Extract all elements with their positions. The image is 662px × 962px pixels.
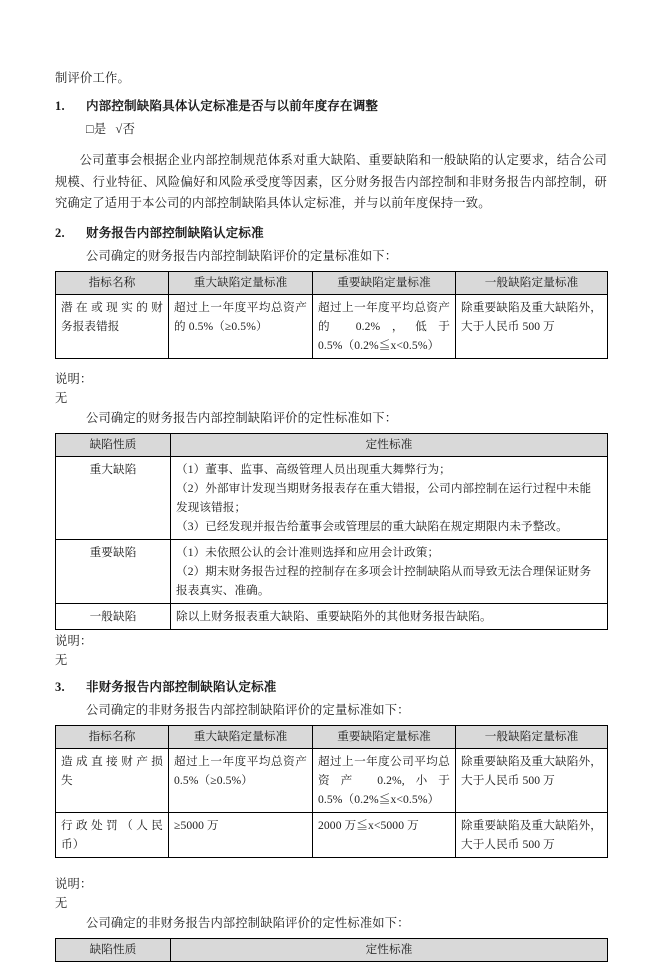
cell-criteria-general: 除以上财务报表重大缺陷、重要缺陷外的其他财务报告缺陷。 [171,603,608,629]
cell-general: 除重要缺陷及重大缺陷外，大于人民币 500 万 [456,812,608,857]
adjustment-choice-line [55,119,607,140]
nonfinancial-quant-intro: 公司确定的非财务报告内部控制缺陷评价的定量标准如下： [86,702,410,717]
section-heading-1 [55,95,607,117]
section-heading-2 [55,222,607,244]
criteria-line: （1）董事、监事、高级管理人员出现重大舞弊行为； [176,462,451,476]
table-header-row [56,938,608,961]
cell-major: 超过上一年度平均总资产 0.5%（≥0.5%） [169,748,313,812]
column-header-qualitative: 定性标准 [171,433,608,456]
column-header-qualitative: 定性标准 [171,938,608,961]
continued-text-line: 制评价工作。 [55,71,130,85]
nonfinancial-qual-intro: 公司确定的非财务报告内部控制缺陷评价的定性标准如下： [86,915,410,930]
column-header-nature: 缺陷性质 [56,433,171,456]
column-header-major: 重大缺陷定量标准 [169,725,313,748]
checkbox-option-yes[interactable]: □是 [86,122,107,136]
cell-nature-major: 重大缺陷 [56,456,171,539]
table-row [56,456,608,539]
financial-qual-note-value: 无 [55,652,68,667]
financial-qual-note-label: 说明： [55,633,93,648]
table-header-row [56,725,608,748]
financial-quantitative-table [55,271,608,359]
cell-indicator: 行 政 处 罚 （ 人 民币） [56,812,169,857]
column-header-important: 重要缺陷定量标准 [313,725,456,748]
financial-note-label: 说明： [55,371,93,386]
section-1-paragraph: 公司董事会根据企业内部控制规范体系对重大缺陷、重要缺陷和一般缺陷的认定要求，结合公司规模、行业特征、风险偏好和风险承受度等因素，区分财务报告内部控制和非财务报告内部控制，研究确定了适用于本公司的内部控制缺陷具体认定标准，并与以前年度保持一致。 [55,153,607,210]
section-title-2: 财务报告内部控制缺陷认定标准 [86,225,264,240]
section-number-1: 1. [55,99,65,113]
section-heading-3 [55,676,607,698]
cell-important: 超过上一年度公司平均总资产 0.2%,小于 0.5%（0.2%≦x<0.5%） [313,748,456,812]
cell-general: 除重要缺陷及重大缺陷外，大于人民币 500 万 [456,294,608,358]
column-header-general: 一般缺陷定量标准 [456,725,608,748]
spacer [55,359,607,370]
table-row [56,603,608,629]
column-header-major: 重大缺陷定量标准 [169,271,313,294]
table-row [56,748,608,812]
cell-criteria-important [171,539,608,603]
cell-indicator: 潜 在 或 现 实 的 财务报表错报 [56,294,169,358]
financial-note-value: 无 [55,390,68,405]
cell-nature-important: 重要缺陷 [56,539,171,603]
criteria-line: （1）未依照公认的会计准则选择和应用会计政策； [176,545,440,559]
financial-quant-intro: 公司确定的财务报告内部控制缺陷评价的定量标准如下： [86,248,398,263]
criteria-line: （3）已经发现并报告给董事会或管理层的重大缺陷在规定期限内未予整改。 [176,519,568,533]
column-header-indicator: 指标名称 [56,725,169,748]
nonfinancial-note-value: 无 [55,895,68,910]
cell-important: 2000 万≦x<5000 万 [313,812,456,857]
nonfinancial-qualitative-table [55,938,608,962]
checkbox-option-no-selected[interactable]: √否 [115,122,136,136]
cell-general: 除重要缺陷及重大缺陷外，大于人民币 500 万 [456,748,608,812]
financial-qual-intro: 公司确定的财务报告内部控制缺陷评价的定性标准如下： [86,410,398,425]
column-header-indicator: 指标名称 [56,271,169,294]
cell-major: ≥5000 万 [169,812,313,857]
cell-important: 超过上一年度平均总资产的 0.2%，低于 0.5%（0.2%≦x<0.5%） [313,294,456,358]
table-row [56,294,608,358]
nonfinancial-note-label: 说明： [55,876,93,891]
cell-nature-general: 一般缺陷 [56,603,171,629]
cell-indicator: 造 成 直 接 财 产 损失 [56,748,169,812]
spacer [55,858,607,875]
section-title-1: 内部控制缺陷具体认定标准是否与以前年度存在调整 [86,99,379,113]
column-header-important: 重要缺陷定量标准 [313,271,456,294]
section-number-3: 3. [55,679,65,694]
financial-qualitative-table [55,433,608,630]
table-row [56,812,608,857]
section-title-3: 非财务报告内部控制缺陷认定标准 [86,679,277,694]
table-header-row [56,433,608,456]
criteria-line: （2）期末财务报告过程的控制存在多项会计控制缺陷从而导致无法合理保证财务报表真实、准确。 [176,564,592,597]
nonfinancial-quantitative-table [55,725,608,858]
column-header-general: 一般缺陷定量标准 [456,271,608,294]
criteria-line: （2）外部审计发现当期财务报表存在重大错报，公司内部控制在运行过程中未能发现该错报； [176,481,592,514]
table-header-row [56,271,608,294]
table-row [56,539,608,603]
cell-major: 超过上一年度平均总资产的 0.5%（≥0.5%） [169,294,313,358]
column-header-nature: 缺陷性质 [56,938,171,961]
cell-criteria-major [171,456,608,539]
section-number-2: 2. [55,225,65,240]
